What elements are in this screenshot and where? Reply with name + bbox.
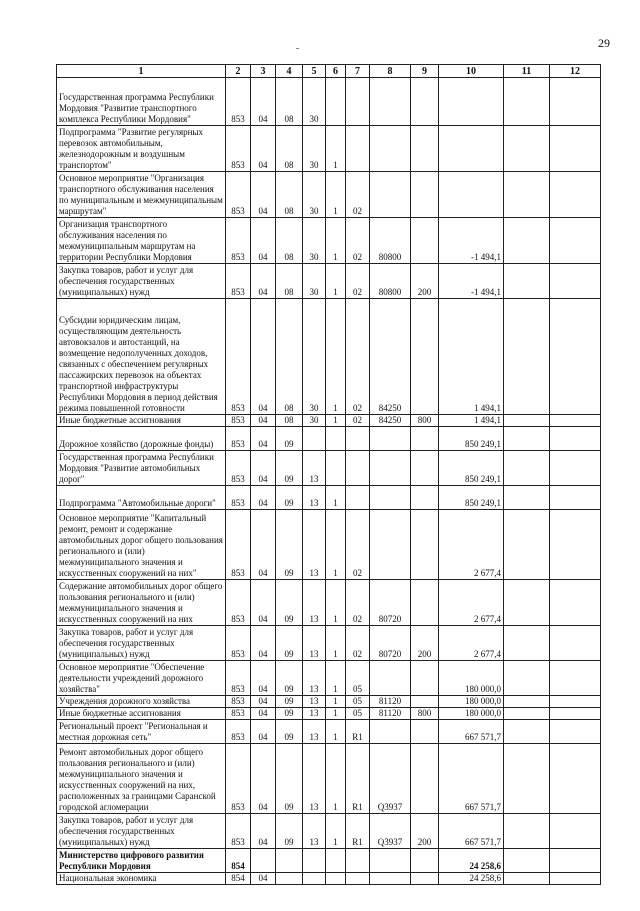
cell-c6: 1 — [326, 264, 346, 299]
cell-c10: 850 249,1 — [439, 427, 504, 451]
cell-c10: 2 677,4 — [439, 626, 504, 661]
cell-c8: 84250 — [370, 299, 411, 415]
page-number: 29 — [598, 36, 610, 50]
cell-c6: 1 — [326, 814, 346, 849]
cell-c8 — [370, 78, 411, 126]
cell-c7: 05 — [346, 696, 370, 708]
cell-c12 — [550, 486, 601, 510]
cell-c5: 13 — [303, 744, 326, 814]
cell-c8 — [370, 661, 411, 696]
cell-c12 — [550, 849, 601, 873]
cell-c3: 04 — [251, 814, 276, 849]
cell-c6: 1 — [326, 661, 346, 696]
cell-c12 — [550, 218, 601, 264]
cell-c3: 04 — [251, 661, 276, 696]
row-name: Подпрограмма "Автомобильные дороги" — [57, 486, 226, 510]
cell-c5: 30 — [303, 415, 326, 427]
cell-c5: 30 — [303, 218, 326, 264]
row-name: Министерство цифрового развития Республики Мордовия — [57, 849, 226, 873]
cell-c9 — [411, 696, 439, 708]
cell-c8: 81120 — [370, 696, 411, 708]
cell-c2: 853 — [226, 451, 251, 486]
cell-c6: 1 — [326, 696, 346, 708]
table-row — [57, 661, 601, 696]
cell-c6: 1 — [326, 708, 346, 720]
column-header: 9 — [411, 65, 439, 78]
cell-c10: 667 571,7 — [439, 744, 504, 814]
cell-c5: 13 — [303, 580, 326, 626]
cell-c10: 180 000,0 — [439, 708, 504, 720]
cell-c4: 08 — [276, 126, 303, 172]
cell-c4: 09 — [276, 696, 303, 708]
cell-c11 — [504, 427, 550, 451]
cell-c7 — [346, 486, 370, 510]
cell-c10: 180 000,0 — [439, 661, 504, 696]
cell-c11 — [504, 126, 550, 172]
cell-c2: 854 — [226, 849, 251, 873]
cell-c11 — [504, 814, 550, 849]
table-row — [57, 486, 601, 510]
cell-c8: 80720 — [370, 580, 411, 626]
table-row — [57, 299, 601, 415]
table-row — [57, 708, 601, 720]
cell-c6: 1 — [326, 626, 346, 661]
row-name: Национальная экономика — [57, 873, 226, 885]
cell-c12 — [550, 451, 601, 486]
cell-c2: 853 — [226, 744, 251, 814]
cell-c11 — [504, 580, 550, 626]
cell-c12 — [550, 626, 601, 661]
cell-c11 — [504, 708, 550, 720]
cell-c12 — [550, 264, 601, 299]
cell-c10: 180 000,0 — [439, 696, 504, 708]
cell-c10 — [439, 126, 504, 172]
cell-c11 — [504, 873, 550, 885]
row-name: Иные бюджетные ассигнования — [57, 708, 226, 720]
table-row — [57, 744, 601, 814]
table-row — [57, 873, 601, 885]
cell-c5: 30 — [303, 78, 326, 126]
cell-c8 — [370, 873, 411, 885]
cell-c2: 853 — [226, 126, 251, 172]
cell-c7: 02 — [346, 218, 370, 264]
cell-c11 — [504, 415, 550, 427]
cell-c12 — [550, 172, 601, 218]
cell-c7: 02 — [346, 264, 370, 299]
cell-c7 — [346, 126, 370, 172]
cell-c4: 09 — [276, 510, 303, 580]
cell-c2: 853 — [226, 510, 251, 580]
cell-c6 — [326, 427, 346, 451]
cell-c2: 853 — [226, 814, 251, 849]
cell-c7: 02 — [346, 299, 370, 415]
cell-c4: 09 — [276, 661, 303, 696]
cell-c12 — [550, 873, 601, 885]
cell-c5: 13 — [303, 696, 326, 708]
cell-c8 — [370, 427, 411, 451]
column-header: 6 — [326, 65, 346, 78]
table-row — [57, 849, 601, 873]
table-row — [57, 78, 601, 126]
column-header: 3 — [251, 65, 276, 78]
row-name: Ремонт автомобильных дорог общего пользования регионального и (или) межмуниципального значения и искусственных сооружений на них, расположенных за границами Саранской городской агломерации — [57, 744, 226, 814]
table-row — [57, 415, 601, 427]
row-name: Закупка товаров, работ и услуг для обеспечения государственных (муниципальных) нужд — [57, 626, 226, 661]
cell-c2: 853 — [226, 299, 251, 415]
cell-c12 — [550, 78, 601, 126]
cell-c6 — [326, 78, 346, 126]
cell-c5: 13 — [303, 708, 326, 720]
cell-c12 — [550, 744, 601, 814]
cell-c5: 13 — [303, 661, 326, 696]
cell-c10: 850 249,1 — [439, 451, 504, 486]
cell-c11 — [504, 172, 550, 218]
cell-c10: 1 494,1 — [439, 299, 504, 415]
cell-c12 — [550, 661, 601, 696]
cell-c7: R1 — [346, 814, 370, 849]
cell-c7: R1 — [346, 744, 370, 814]
cell-c3 — [251, 849, 276, 873]
cell-c11 — [504, 451, 550, 486]
cell-c2: 853 — [226, 708, 251, 720]
cell-c11 — [504, 661, 550, 696]
table-row — [57, 451, 601, 486]
row-name: Государственная программа Республики Мордовия "Развитие автомобильных дорог" — [57, 451, 226, 486]
cell-c11 — [504, 849, 550, 873]
cell-c10: -1 494,1 — [439, 218, 504, 264]
cell-c10: 850 249,1 — [439, 486, 504, 510]
cell-c10: 24 258,6 — [439, 849, 504, 873]
cell-c8 — [370, 486, 411, 510]
cell-c12 — [550, 510, 601, 580]
row-name: Организация транспортного обслуживания населения по межмуниципальным маршрутам на территории Республики Мордовия — [57, 218, 226, 264]
cell-c5: 13 — [303, 626, 326, 661]
cell-c6 — [326, 873, 346, 885]
table-row — [57, 720, 601, 744]
cell-c3: 04 — [251, 696, 276, 708]
cell-c3: 04 — [251, 580, 276, 626]
cell-c2: 853 — [226, 415, 251, 427]
cell-c4: 09 — [276, 814, 303, 849]
cell-c2: 853 — [226, 172, 251, 218]
cell-c11 — [504, 299, 550, 415]
cell-c9 — [411, 720, 439, 744]
row-name: Закупка товаров, работ и услуг для обеспечения государственных (муниципальных) нужд — [57, 264, 226, 299]
cell-c6 — [326, 451, 346, 486]
cell-c3: 04 — [251, 264, 276, 299]
cell-c7: 02 — [346, 580, 370, 626]
cell-c12 — [550, 580, 601, 626]
cell-c9 — [411, 849, 439, 873]
row-name: Региональный проект "Региональная и местная дорожная сеть" — [57, 720, 226, 744]
cell-c4: 09 — [276, 744, 303, 814]
cell-c9 — [411, 299, 439, 415]
cell-c9: 200 — [411, 814, 439, 849]
cell-c12 — [550, 126, 601, 172]
cell-c9 — [411, 172, 439, 218]
column-header: 1 — [57, 65, 226, 78]
cell-c3: 04 — [251, 451, 276, 486]
cell-c11 — [504, 486, 550, 510]
cell-c10: 24 258,6 — [439, 873, 504, 885]
column-header: 8 — [370, 65, 411, 78]
cell-c2: 854 — [226, 873, 251, 885]
table-row — [57, 580, 601, 626]
cell-c5: 30 — [303, 172, 326, 218]
cell-c8 — [370, 451, 411, 486]
cell-c9: 800 — [411, 415, 439, 427]
cell-c10 — [439, 78, 504, 126]
cell-c9: 200 — [411, 626, 439, 661]
cell-c8: Q3937 — [370, 814, 411, 849]
cell-c10: -1 494,1 — [439, 264, 504, 299]
cell-c8: Q3937 — [370, 744, 411, 814]
cell-c3: 04 — [251, 126, 276, 172]
cell-c3: 04 — [251, 415, 276, 427]
cell-c8: 80800 — [370, 264, 411, 299]
cell-c11 — [504, 78, 550, 126]
cell-c9 — [411, 78, 439, 126]
cell-c9 — [411, 873, 439, 885]
cell-c11 — [504, 744, 550, 814]
cell-c5: 13 — [303, 510, 326, 580]
cell-c7 — [346, 873, 370, 885]
cell-c11 — [504, 720, 550, 744]
cell-c6: 1 — [326, 486, 346, 510]
row-name: Иные бюджетные ассигнования — [57, 415, 226, 427]
cell-c2: 853 — [226, 661, 251, 696]
table-row — [57, 264, 601, 299]
cell-c7 — [346, 451, 370, 486]
cell-c2: 853 — [226, 696, 251, 708]
row-name: Учреждения дорожного хозяйства — [57, 696, 226, 708]
row-name: Государственная программа Республики Мордовия "Развитие транспортного комплекса Республики Мордовия" — [57, 78, 226, 126]
cell-c5 — [303, 427, 326, 451]
cell-c4: 09 — [276, 720, 303, 744]
cell-c7: 05 — [346, 661, 370, 696]
table-row — [57, 696, 601, 708]
cell-c6: 1 — [326, 415, 346, 427]
cell-c12 — [550, 814, 601, 849]
cell-c4: 09 — [276, 626, 303, 661]
cell-c2: 853 — [226, 78, 251, 126]
cell-c8: 81120 — [370, 708, 411, 720]
cell-c3: 04 — [251, 218, 276, 264]
cell-c6: 1 — [326, 126, 346, 172]
table-row — [57, 172, 601, 218]
cell-c12 — [550, 708, 601, 720]
cell-c9: 200 — [411, 264, 439, 299]
cell-c3: 04 — [251, 873, 276, 885]
budget-table — [56, 64, 601, 885]
row-name: Основное мероприятие "Организация транспортного обслуживания населения по муниципальным и межмуниципальным маршрутам" — [57, 172, 226, 218]
cell-c3: 04 — [251, 486, 276, 510]
cell-c8 — [370, 849, 411, 873]
cell-c7: 02 — [346, 172, 370, 218]
row-name: Основное мероприятие "Обеспечение деятельности учреждений дорожного хозяйства" — [57, 661, 226, 696]
cell-c5 — [303, 849, 326, 873]
cell-c4: 09 — [276, 427, 303, 451]
cell-c5: 30 — [303, 126, 326, 172]
column-header: 2 — [226, 65, 251, 78]
cell-c4: 09 — [276, 486, 303, 510]
column-header: 12 — [550, 65, 601, 78]
cell-c8 — [370, 510, 411, 580]
cell-c6: 1 — [326, 218, 346, 264]
cell-c4: 09 — [276, 708, 303, 720]
cell-c10: 667 571,7 — [439, 814, 504, 849]
cell-c4 — [276, 873, 303, 885]
cell-c9: 800 — [411, 708, 439, 720]
column-header: 7 — [346, 65, 370, 78]
cell-c8 — [370, 172, 411, 218]
cell-c3: 04 — [251, 708, 276, 720]
cell-c2: 853 — [226, 218, 251, 264]
cell-c9 — [411, 218, 439, 264]
cell-c11 — [504, 626, 550, 661]
cell-c2: 853 — [226, 720, 251, 744]
cell-c9 — [411, 126, 439, 172]
row-name: Содержание автомобильных дорог общего пользования регионального и (или) межмуниципального значения и искусственных сооружений на них — [57, 580, 226, 626]
cell-c10: 667 571,7 — [439, 720, 504, 744]
table-row — [57, 510, 601, 580]
column-header: 11 — [504, 65, 550, 78]
cell-c5: 30 — [303, 299, 326, 415]
cell-c9 — [411, 580, 439, 626]
cell-c3: 04 — [251, 78, 276, 126]
cell-c11 — [504, 218, 550, 264]
cell-c3: 04 — [251, 172, 276, 218]
cell-c7 — [346, 427, 370, 451]
row-name: Подпрограмма "Развитие регулярных перевозок автомобильным, железнодорожным и воздушным транспортом" — [57, 126, 226, 172]
cell-c2: 853 — [226, 264, 251, 299]
header-row — [57, 65, 601, 78]
table-row — [57, 626, 601, 661]
cell-c5: 30 — [303, 264, 326, 299]
scan-mark — [296, 48, 299, 49]
cell-c7 — [346, 849, 370, 873]
cell-c8: 80800 — [370, 218, 411, 264]
cell-c12 — [550, 720, 601, 744]
cell-c2: 853 — [226, 427, 251, 451]
cell-c5: 13 — [303, 814, 326, 849]
cell-c9 — [411, 744, 439, 814]
cell-c7: 02 — [346, 510, 370, 580]
cell-c4: 08 — [276, 218, 303, 264]
column-header: 4 — [276, 65, 303, 78]
column-header: 5 — [303, 65, 326, 78]
cell-c6: 1 — [326, 744, 346, 814]
cell-c7: 05 — [346, 708, 370, 720]
cell-c9 — [411, 486, 439, 510]
row-name: Дорожное хозяйство (дорожные фонды) — [57, 427, 226, 451]
cell-c12 — [550, 299, 601, 415]
cell-c10: 2 677,4 — [439, 580, 504, 626]
cell-c8: 84250 — [370, 415, 411, 427]
cell-c11 — [504, 696, 550, 708]
cell-c5: 13 — [303, 451, 326, 486]
cell-c8: 80720 — [370, 626, 411, 661]
cell-c7 — [346, 78, 370, 126]
cell-c2: 853 — [226, 626, 251, 661]
cell-c6: 1 — [326, 299, 346, 415]
cell-c3: 04 — [251, 626, 276, 661]
cell-c9 — [411, 661, 439, 696]
cell-c10: 2 677,4 — [439, 510, 504, 580]
cell-c3: 04 — [251, 744, 276, 814]
cell-c7: 02 — [346, 626, 370, 661]
cell-c6: 1 — [326, 720, 346, 744]
cell-c9 — [411, 510, 439, 580]
cell-c6: 1 — [326, 172, 346, 218]
row-name: Субсидии юридическим лицам, осуществляющим деятельность автовокзалов и автостанций, на возмещение недополученных доходов, связанных с обеспечением регулярных пассажирских перевозок на объектах транспортной инфраструктуры Республики Мордовия в период действия режима повышенной готовности — [57, 299, 226, 415]
cell-c9 — [411, 427, 439, 451]
table-row — [57, 814, 601, 849]
cell-c7: 02 — [346, 415, 370, 427]
table-row — [57, 427, 601, 451]
cell-c4: 08 — [276, 172, 303, 218]
cell-c5: 13 — [303, 486, 326, 510]
cell-c3: 04 — [251, 720, 276, 744]
cell-c4: 08 — [276, 264, 303, 299]
cell-c3: 04 — [251, 299, 276, 415]
cell-c5: 13 — [303, 720, 326, 744]
cell-c5 — [303, 873, 326, 885]
cell-c9 — [411, 451, 439, 486]
cell-c6 — [326, 849, 346, 873]
cell-c6: 1 — [326, 580, 346, 626]
cell-c4: 08 — [276, 78, 303, 126]
row-name: Закупка товаров, работ и услуг для обеспечения государственных (муниципальных) нужд — [57, 814, 226, 849]
cell-c3: 04 — [251, 427, 276, 451]
column-header: 10 — [439, 65, 504, 78]
table-row — [57, 126, 601, 172]
cell-c2: 853 — [226, 486, 251, 510]
cell-c12 — [550, 696, 601, 708]
cell-c12 — [550, 427, 601, 451]
cell-c3: 04 — [251, 510, 276, 580]
cell-c8 — [370, 720, 411, 744]
table-body — [57, 78, 601, 885]
cell-c4: 09 — [276, 451, 303, 486]
cell-c4 — [276, 849, 303, 873]
cell-c4: 09 — [276, 580, 303, 626]
cell-c11 — [504, 510, 550, 580]
cell-c4: 08 — [276, 415, 303, 427]
row-name: Основное мероприятие "Капитальный ремонт, ремонт и содержание автомобильных дорог общего пользования регионального и (или) межмуниципального значения и искусственных сооружений на них" — [57, 510, 226, 580]
cell-c10 — [439, 172, 504, 218]
cell-c4: 08 — [276, 299, 303, 415]
cell-c2: 853 — [226, 580, 251, 626]
cell-c11 — [504, 264, 550, 299]
cell-c10: 1 494,1 — [439, 415, 504, 427]
cell-c12 — [550, 415, 601, 427]
cell-c7: R1 — [346, 720, 370, 744]
table-row — [57, 218, 601, 264]
cell-c8 — [370, 126, 411, 172]
cell-c6: 1 — [326, 510, 346, 580]
